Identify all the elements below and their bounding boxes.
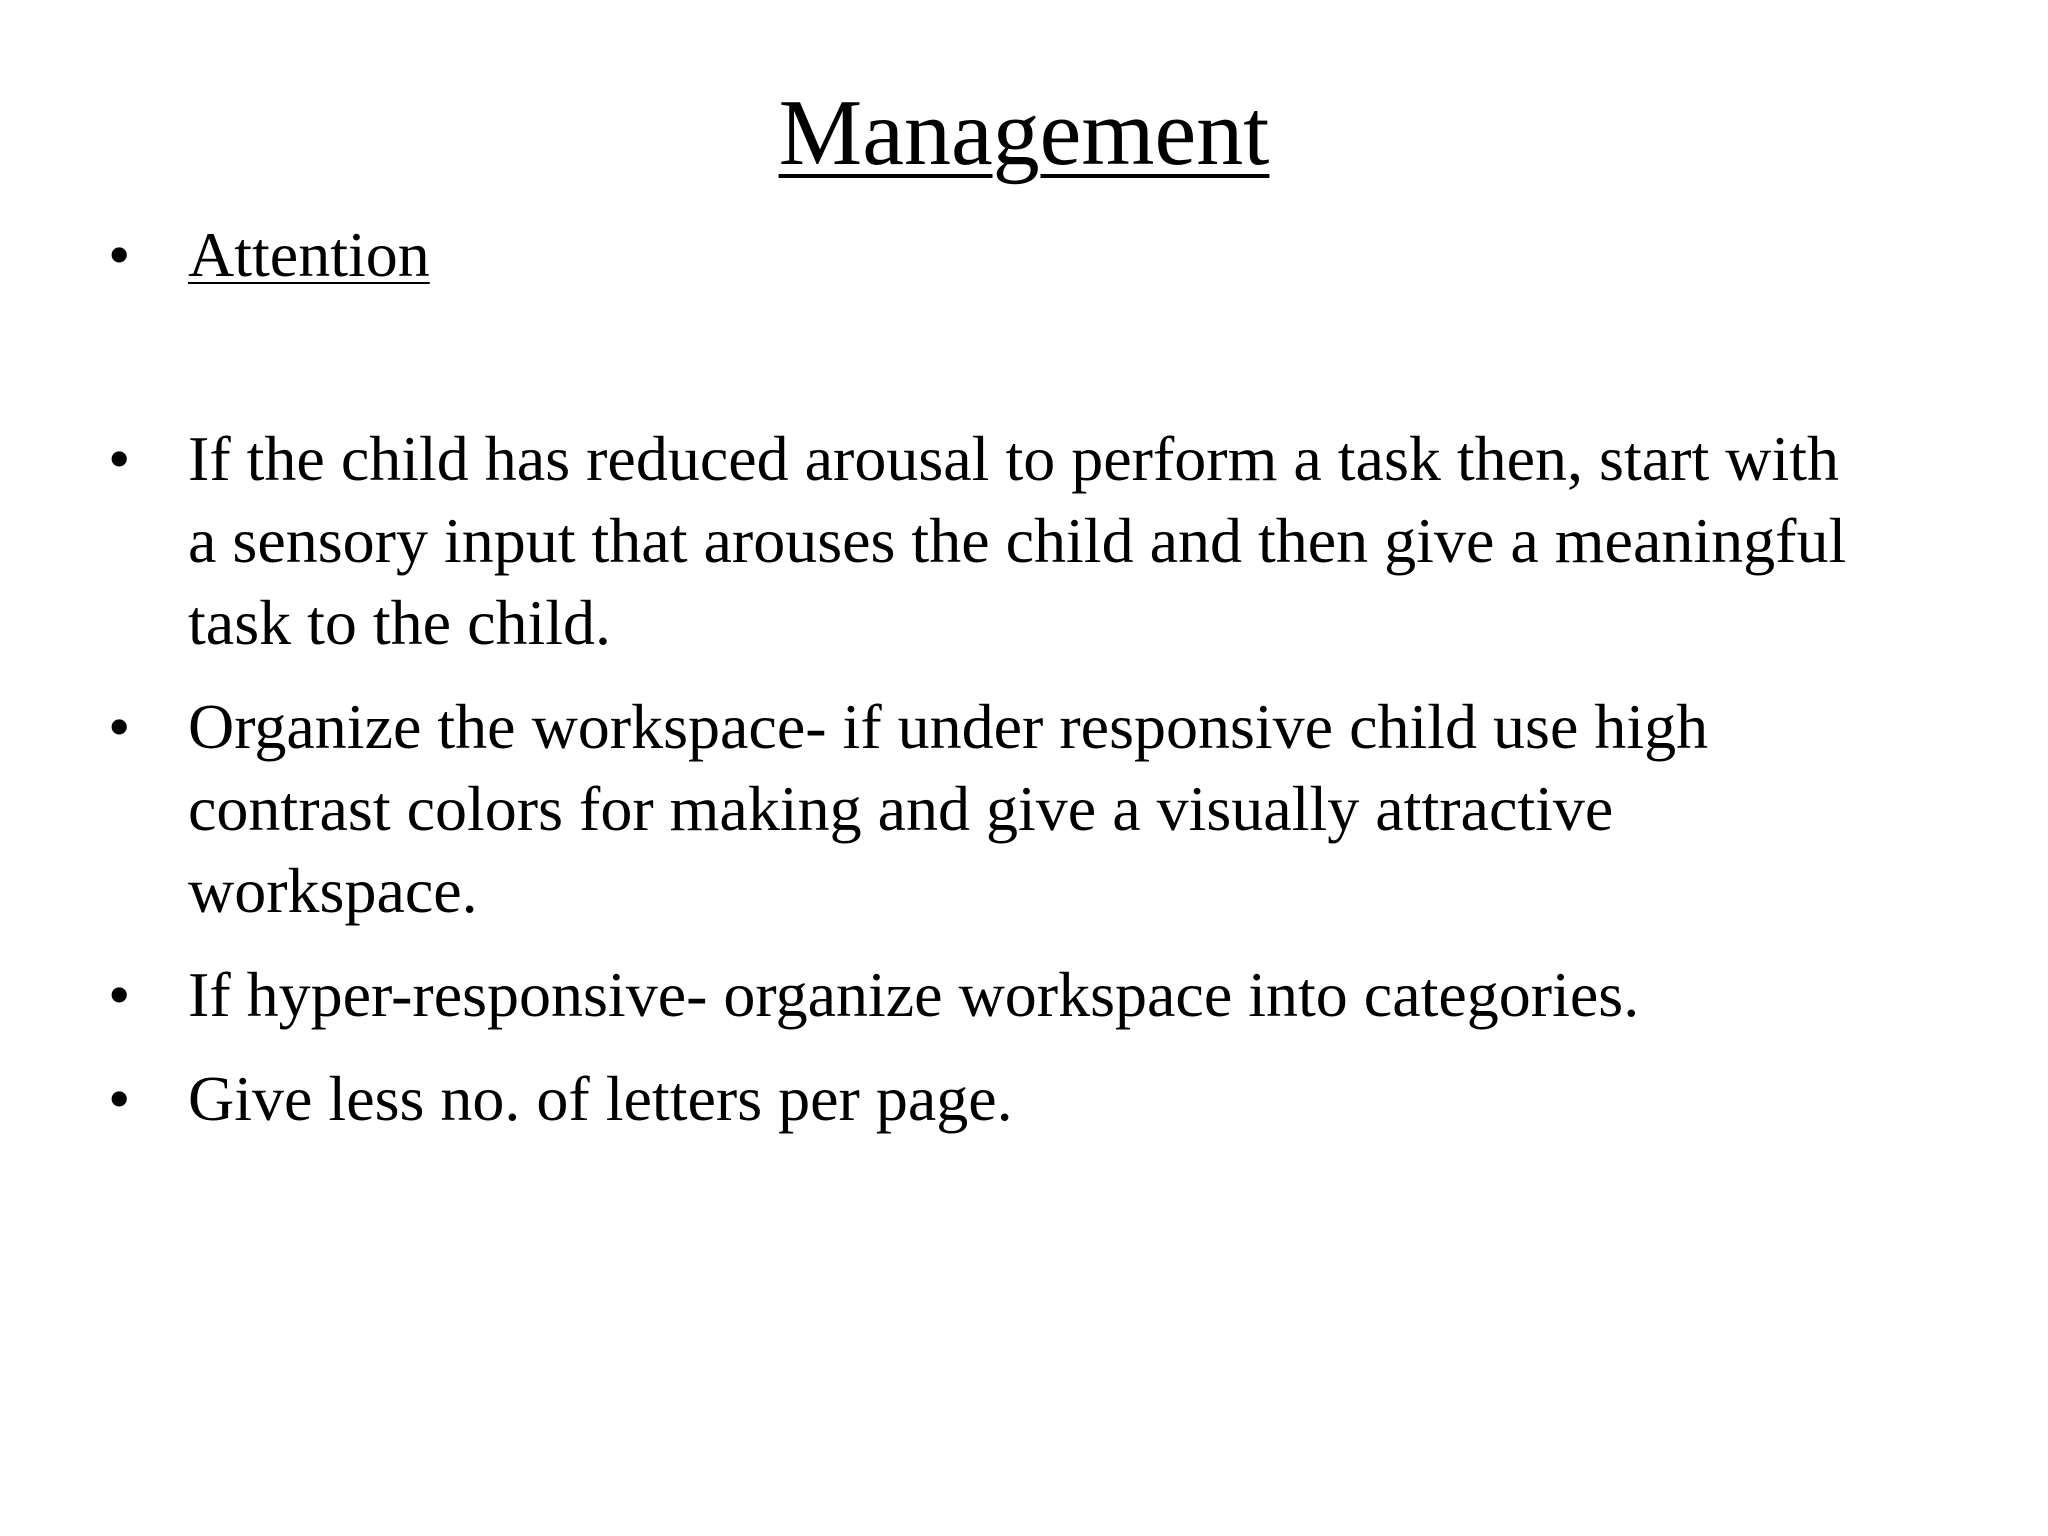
bullet-dot: •	[108, 1063, 131, 1134]
bullet-item	[108, 954, 1868, 1036]
bullet-item	[108, 686, 1868, 932]
bullet-heading-attention: Attention	[188, 219, 430, 290]
bullet-item	[108, 1058, 1868, 1140]
slide-title-text: Management	[778, 81, 1270, 185]
bullet-item	[108, 214, 1868, 296]
slide-title	[0, 82, 2048, 185]
bullet-dot: •	[108, 959, 131, 1030]
bullet-list	[108, 214, 1868, 1162]
bullet-text: If the child has reduced arousal to perform a task then, start with a sensory input that arouses the child and then give a meaningful task to the child.	[188, 423, 1847, 658]
bullet-text: Give less no. of letters per page.	[188, 1063, 1013, 1134]
bullet-dot: •	[108, 691, 131, 762]
bullet-text: If hyper-responsive- organize workspace into categories.	[188, 959, 1640, 1030]
bullet-item	[108, 418, 1868, 664]
bullet-text: Organize the workspace- if under responsive child use high contrast colors for making and give a visually attractive workspace.	[188, 691, 1709, 926]
bullet-dot: •	[108, 423, 131, 494]
bullet-dot: •	[108, 219, 131, 290]
